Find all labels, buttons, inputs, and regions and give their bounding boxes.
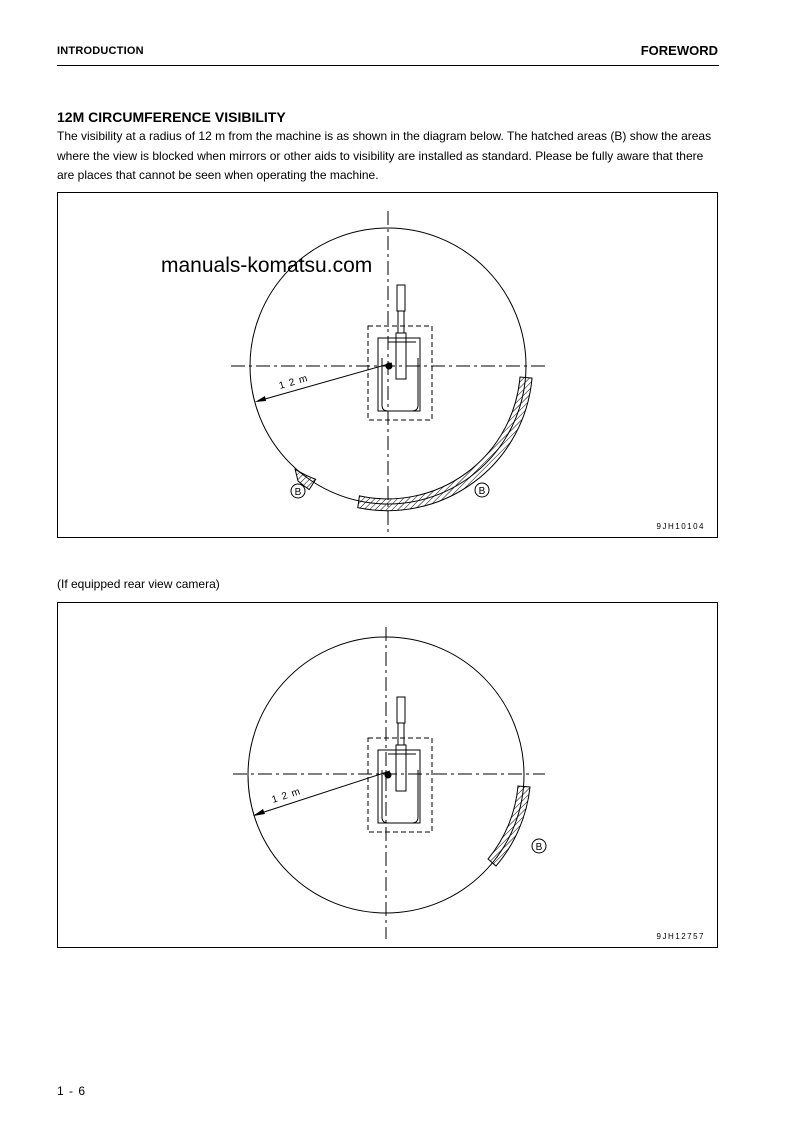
excavator-top-view: [368, 697, 432, 832]
bucket: [397, 697, 405, 723]
header-section-label: INTRODUCTION: [57, 45, 144, 57]
visibility-diagram-rear-camera-svg: [58, 603, 719, 949]
area-b-label-left: B: [294, 487, 302, 498]
upper-structure: [378, 750, 420, 823]
area-b-label: B: [535, 842, 543, 853]
arm: [398, 311, 404, 333]
arm: [398, 723, 404, 745]
radius-arrowhead: [255, 396, 266, 402]
excavator-top-view: [368, 285, 432, 420]
figure-code: 9JH10104: [656, 522, 705, 531]
watermark-text: manuals-komatsu.com: [161, 254, 373, 277]
radius-arrowhead: [253, 809, 265, 816]
radius-label: 1 2 m: [277, 373, 310, 392]
figure-2-caption: (If equipped rear view camera): [57, 577, 220, 591]
visibility-diagram-standard-svg: [58, 193, 719, 539]
section-title: 12M CIRCUMFERENCE VISIBILITY: [57, 109, 286, 125]
blocked-area-right-arc: [358, 377, 532, 511]
bucket: [397, 285, 405, 311]
figure-code: 9JH12757: [656, 932, 705, 941]
visibility-diagram-standard: [57, 192, 718, 538]
page-number: 1 - 6: [57, 1084, 87, 1098]
operator-position-dot: [386, 363, 393, 370]
header-rule: [57, 65, 719, 66]
header-chapter-label: FOREWORD: [640, 43, 718, 58]
boom: [396, 333, 406, 379]
area-b-label-right: B: [478, 486, 486, 497]
boom: [396, 745, 406, 791]
upper-structure: [378, 338, 420, 411]
section-paragraph: The visibility at a radius of 12 m from the machine is as shown in the diagram below. The hatched areas (B) show the areas where the view is blocked when mirrors or other aids to visibility are installed as standard. Please be fully aware that there are places that cannot be seen when operating the machine.: [57, 129, 712, 182]
radius-label: 1 2 m: [270, 786, 303, 806]
operator-position-dot: [385, 772, 392, 779]
visibility-diagram-rear-camera: [57, 602, 718, 948]
blocked-area-right: [488, 786, 530, 866]
